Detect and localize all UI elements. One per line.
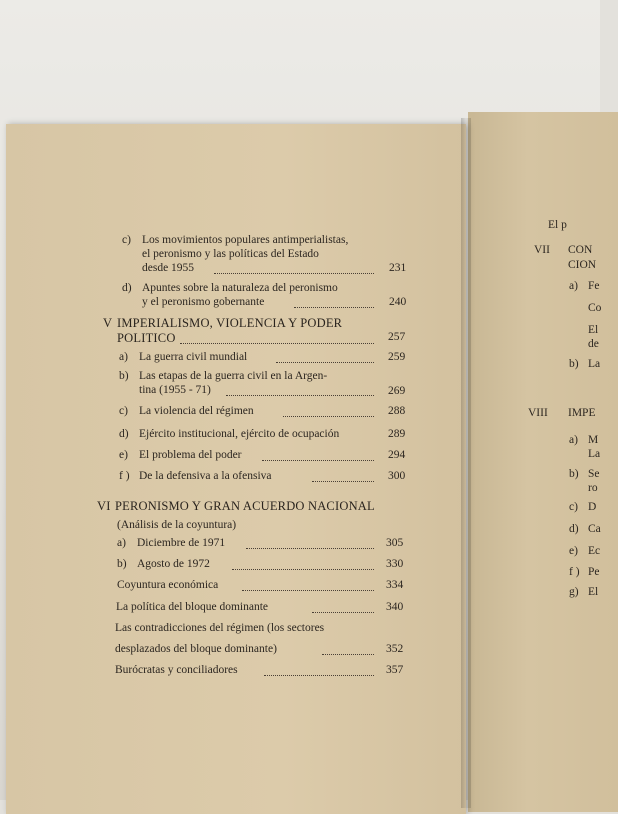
entry-line: Agosto de 1972 [137,558,210,570]
entry-line: La violencia del régimen [139,405,254,417]
entry-line: desde 1955 [142,262,195,274]
entry-marker: c) [122,234,131,246]
page-number: 334 [386,579,404,591]
right-page-text: La [588,358,601,370]
dot-leader [242,590,374,591]
entry-marker: c) [119,405,128,417]
entry-line: Ejército institucional, ejército de ocupación [139,428,340,440]
right-page-text: IMPE [568,407,596,419]
right-page-text: g) [569,586,579,598]
dot-leader [264,675,374,676]
chapter-subtitle: (Análisis de la coyuntura) [117,519,237,531]
right-page-text: CION [568,259,597,271]
right-page-text: Co [588,302,602,314]
dot-leader [246,548,374,549]
right-page-text: de [588,338,599,350]
right-page-text: Pe [588,566,600,578]
entry-line: La guerra civil mundial [139,351,248,363]
chapter-numeral: V [103,316,113,330]
entry-marker: b) [119,370,129,382]
page-number: 289 [388,428,406,440]
entry-marker: d) [122,282,132,294]
right-page-text: Ca [588,523,601,535]
entry-line: Las etapas de la guerra civil en la Argen- [139,370,328,382]
dot-leader [283,416,374,417]
chapter-title: POLITICO [117,331,176,345]
page-number: 257 [388,331,406,343]
page-number: 288 [388,405,406,417]
entry-line: desplazados del bloque dominante) [115,643,277,655]
right-page-text: e) [569,545,578,557]
dot-leader [312,612,374,613]
dot-leader [262,460,374,461]
right-page-text: b) [569,358,579,370]
page-number: 259 [388,351,406,363]
right-page-text: VIII [528,407,548,419]
entry-line: Los movimientos populares antimperialistas, [142,234,349,246]
right-page-text: b) [569,468,579,480]
page-number: 305 [386,537,404,549]
entry-marker: b) [117,558,127,570]
entry-marker: e) [119,449,128,461]
entry-marker: a) [119,351,128,363]
right-page-text: El [588,586,599,598]
entry-line: tina (1955 - 71) [139,384,211,396]
entry-marker: a) [117,537,126,549]
page-number: 231 [389,262,407,274]
entry-line: Burócratas y conciliadores [115,664,238,676]
page-number: 269 [388,385,406,397]
dot-leader [180,343,374,344]
right-page-text: D [588,501,597,513]
right-page-text: El p [548,219,567,231]
right-page-text: a) [569,280,578,292]
dot-leader [312,481,374,482]
right-page-text: CON [568,244,593,256]
dot-leader [226,395,374,396]
right-page-text: La [588,448,601,460]
right-page-text: Ec [588,545,601,557]
entry-marker: f ) [119,470,130,482]
chapter-numeral: VI [97,499,111,513]
right-page-text: a) [569,434,578,446]
right-page-text: Se [588,468,600,480]
entry-line: y el peronismo gobernante [142,296,265,308]
entry-line: El problema del poder [139,449,242,461]
right-page-text: ro [588,482,598,494]
entry-line: Diciembre de 1971 [137,537,226,549]
right-page-text: M [588,434,599,446]
right-page [468,112,618,812]
book-gutter [461,118,471,808]
right-page-text: c) [569,501,578,513]
entry-line: Coyuntura económica [117,579,219,591]
entry-line: La política del bloque dominante [116,601,269,613]
dot-leader [232,569,374,570]
dot-leader [322,654,374,655]
page-number: 352 [386,643,404,655]
page-number: 300 [388,470,406,482]
dot-leader [294,307,374,308]
page-number: 330 [386,558,404,570]
right-page-text: f ) [569,566,580,578]
right-page-text: El [588,324,599,336]
chapter-title: IMPERIALISMO, VIOLENCIA Y PODER [117,316,343,330]
page-number: 357 [386,664,404,676]
left-page [6,124,466,814]
chapter-title: PERONISMO Y GRAN ACUERDO NACIONAL [115,499,375,513]
dot-leader [214,273,374,274]
right-page-text: VII [534,244,550,256]
entry-line: el peronismo y las políticas del Estado [142,248,319,260]
page-number: 340 [386,601,404,613]
right-page-text: d) [569,523,579,535]
entry-line: Apuntes sobre la naturaleza del peronismo [142,282,338,294]
page-number: 294 [388,449,406,461]
entry-line: Las contradicciones del régimen (los sectores [115,622,325,634]
right-page-text: Fe [588,280,600,292]
entry-marker: d) [119,428,129,440]
entry-line: De la defensiva a la ofensiva [139,470,272,482]
page-number: 240 [389,296,407,308]
dot-leader [276,362,374,363]
